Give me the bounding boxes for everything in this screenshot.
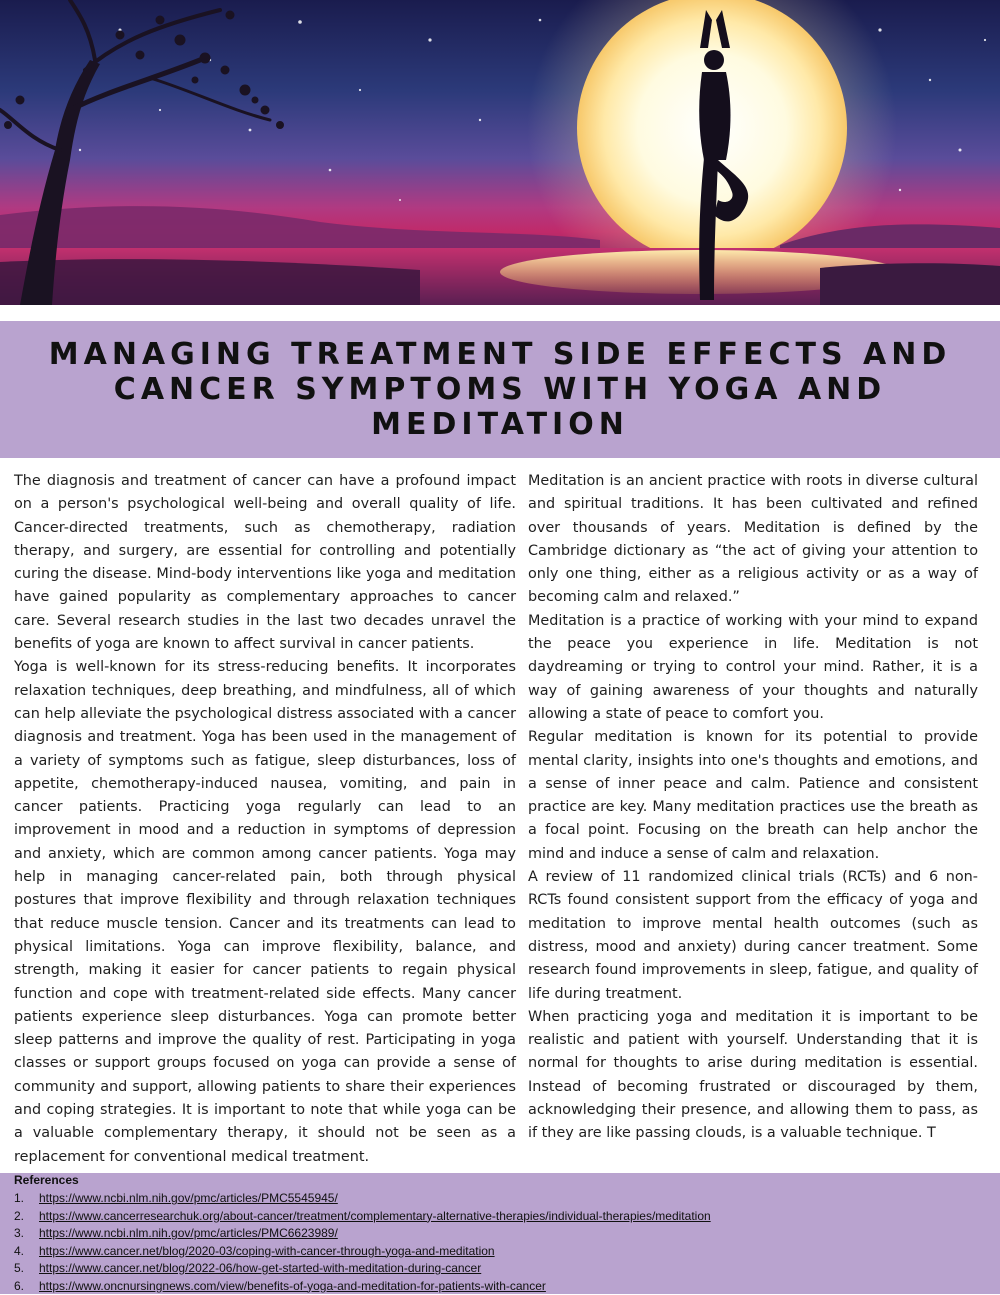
- reference-number: 6.: [14, 1278, 24, 1295]
- references-heading: References: [14, 1173, 79, 1187]
- reference-item: [0, 1225, 1000, 1243]
- yoga-tree-pose-silhouette-under-full-moon-icon: [0, 0, 1000, 305]
- paragraph-intro: The diagnosis and treatment of cancer can have a profound impact on a person's psychological well-being and overall quality of life. Cancer-directed treatments, such as chemotherapy, radiation therapy, and surgery, are essential for controlling and potentially curing the disease. Mind-body interventions like yoga and meditation have gained popularity as complementary approaches to cancer care. Several research studies in the last two decades unravel the benefits of yoga are known to affect survival in cancer patients.: [14, 470, 516, 656]
- hero-image: [0, 0, 1000, 305]
- title-band: [0, 321, 1000, 458]
- paragraph-yoga: Yoga is well-known for its stress-reducing benefits. It incorporates relaxation techniques, deep breathing, and mindfulness, all of which can help alleviate the psychological distress associated with a cancer diagnosis and treatment. Yoga has been used in the management of a variety of symptoms such as fatigue, sleep disturbances, loss of appetite, chemotherapy-induced nausea, vomiting, and pain in cancer patients. Practicing yoga regularly can lead to an improvement in mood and a reduction in symptoms of depression and anxiety, which are common among cancer patients. Yoga may help in managing cancer-related pain, both through physical postures that improve flexibility and through relaxation techniques that reduce muscle tension. Cancer and its treatments can lead to physical limitations. Yoga can improve flexibility, balance, and strength, making it easier for cancer patients to regain physical function and cope with treatment-related side effects. Many cancer patients experience sleep disturbances. Yoga can promote better sleep patterns and improve the quality of rest. Participating in yoga classes or support groups focused on yoga can provide a sense of community and support, allowing patients to share their experiences and coping strategies. It is important to note that while yoga can be a valuable complementary therapy, it should not be seen as a replacement for conventional medical treatment.: [14, 656, 516, 1169]
- page-title: MANAGING TREATMENT SIDE EFFECTS AND CANCER SYMPTOMS WITH YOGA AND MEDITATION: [30, 337, 970, 442]
- reference-number: 5.: [14, 1260, 24, 1278]
- reference-item: [0, 1278, 1000, 1295]
- references-list: [0, 1190, 1000, 1295]
- paragraph-meditation-definition: Meditation is an ancient practice with roots in diverse cultural and spiritual traditions. It has been cultivated and refined over thousands of years. Meditation is defined by the Cambridge dictionary as “the act of giving your attention to only one thing, either as a religious activity or as a way of becoming calm and relaxed.”: [528, 470, 978, 610]
- reference-link[interactable]: https://www.ncbi.nlm.nih.gov/pmc/articles/PMC6623989/: [39, 1225, 338, 1243]
- paragraph-research-review: A review of 11 randomized clinical trials (RCTs) and 6 non- RCTs found consistent support from the efficacy of yoga and meditation to improve mental health outcomes (such as distress, mood and anxiety) during cancer treatment. Some research found improvements in sleep, fatigue, and quality of life during treatment.: [528, 866, 978, 1006]
- reference-item: [0, 1190, 1000, 1208]
- reference-link[interactable]: https://www.ncbi.nlm.nih.gov/pmc/articles/PMC5545945/: [39, 1190, 338, 1208]
- reference-item: [0, 1243, 1000, 1261]
- reference-link[interactable]: https://www.cancer.net/blog/2020-03/coping-with-cancer-through-yoga-and-meditation: [39, 1243, 495, 1261]
- reference-link[interactable]: https://www.cancerresearchuk.org/about-cancer/treatment/complementary-alternative-therapies/individual-therapies/meditation: [39, 1208, 711, 1226]
- reference-link[interactable]: https://www.cancer.net/blog/2022-06/how-get-started-with-meditation-during-cancer: [39, 1260, 481, 1278]
- left-column: [14, 470, 516, 1169]
- reference-link[interactable]: https://www.oncnursingnews.com/view/benefits-of-yoga-and-meditation-for-patients-with-cancer: [39, 1278, 546, 1295]
- reference-item: [0, 1208, 1000, 1226]
- reference-number: 3.: [14, 1225, 24, 1243]
- paragraph-meditation-benefits: Regular meditation is known for its potential to provide mental clarity, insights into one's thoughts and emotions, and a sense of inner peace and calm. Patience and consistent practice are key. Many meditation practices use the breath as a focal point. Focusing on the breath can help anchor the mind and induce a sense of calm and relaxation.: [528, 726, 978, 866]
- paragraph-meditation-practice: Meditation is a practice of working with your mind to expand the peace you experience in life. Meditation is not daydreaming or trying to control your mind. Rather, it is a way of gaining awareness of your thoughts and naturally allowing a state of peace to comfort you.: [528, 610, 978, 726]
- reference-number: 2.: [14, 1208, 24, 1226]
- reference-item: [0, 1260, 1000, 1278]
- right-column: [528, 470, 978, 1146]
- paragraph-practice-tips: When practicing yoga and meditation it is important to be realistic and patient with yourself. Understanding that it is normal for thoughts to arise during meditation is essential. Instead of becoming frustrated or discouraged by them, acknowledging their presence, and allowing them to pass, as if they are like passing clouds, is a valuable technique. T: [528, 1006, 978, 1146]
- references-section: [0, 1173, 1000, 1294]
- reference-number: 4.: [14, 1243, 24, 1261]
- reference-number: 1.: [14, 1190, 24, 1208]
